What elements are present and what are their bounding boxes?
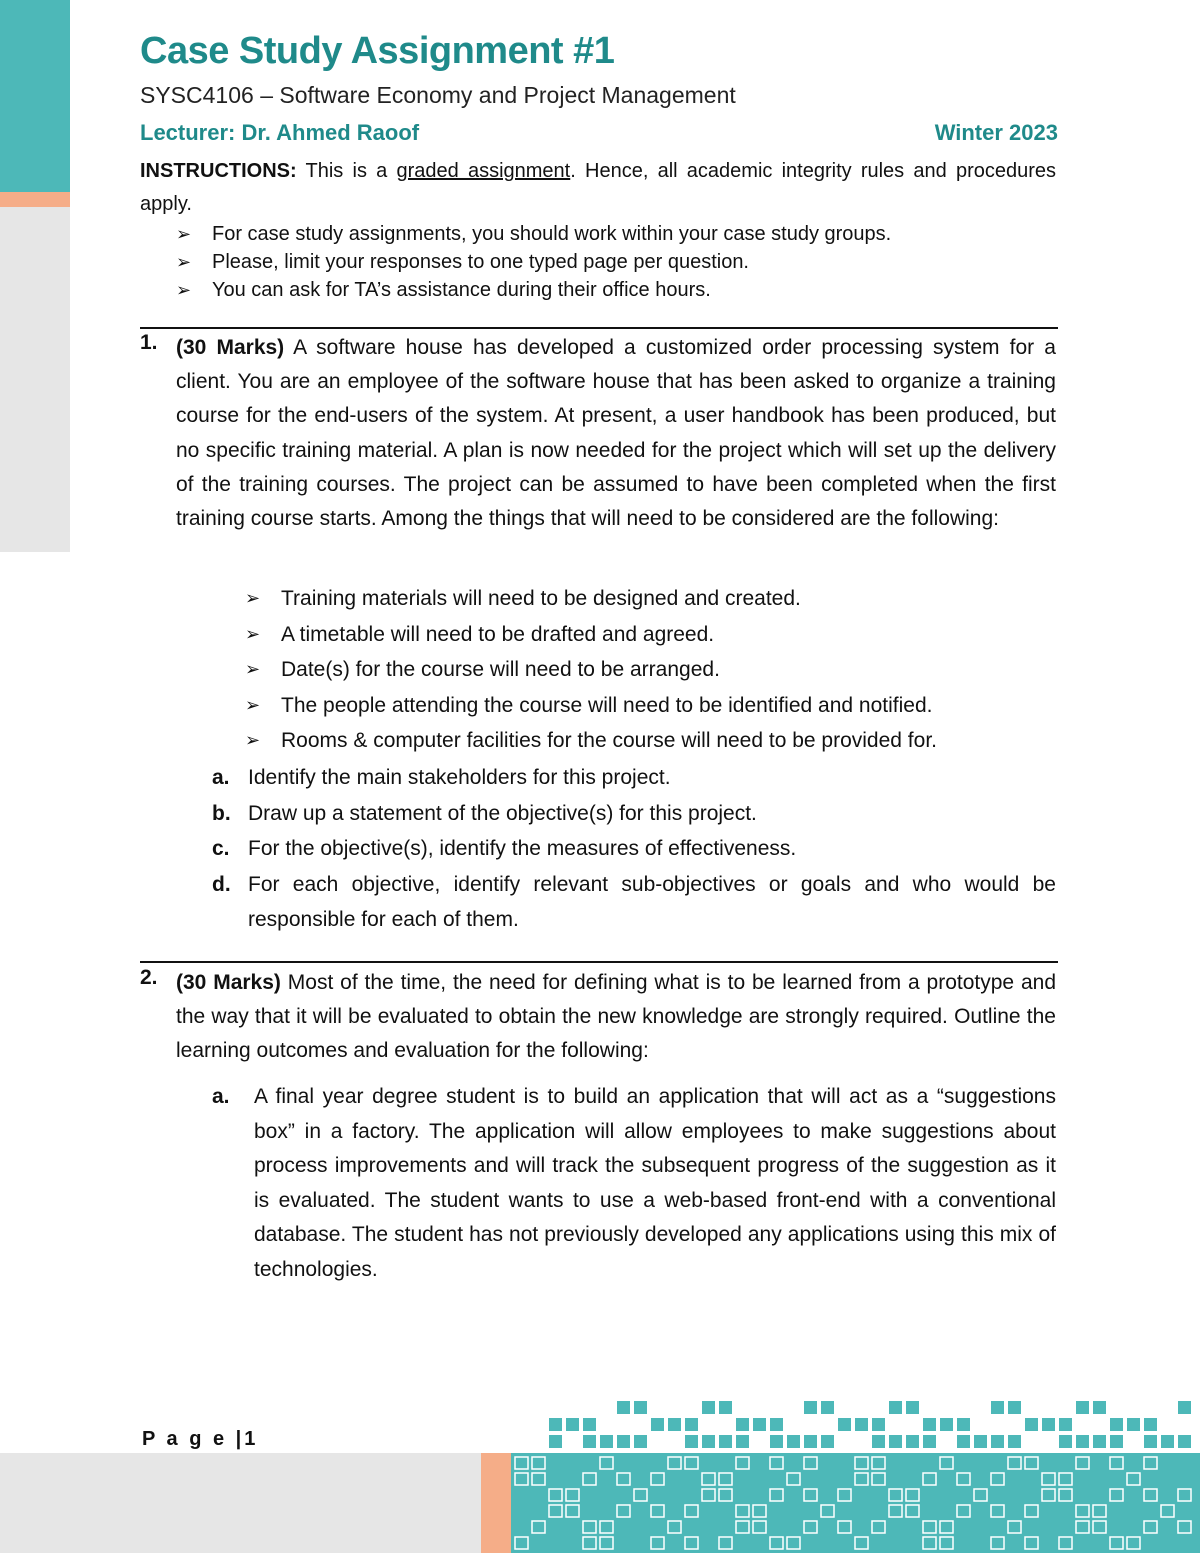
- list-item: ➢ Please, limit your responses to one typed page per question.: [176, 248, 1056, 276]
- list-item: ➢ A timetable will need to be drafted and agreed.: [245, 617, 1057, 653]
- list-item: ➢ For case study assignments, you should work within your case study groups.: [176, 220, 1056, 248]
- section-divider: [140, 327, 1058, 329]
- question-number: 1.: [140, 331, 158, 354]
- instructions-bullet-list: [176, 220, 1056, 304]
- bottom-peach-band: [481, 1453, 511, 1553]
- course-subtitle: SYSC4106 – Software Economy and Project Management: [140, 82, 736, 108]
- list-item: ➢ The people attending the course will need to be identified and notified.: [245, 688, 1057, 724]
- page-number: P a g e |1: [142, 1428, 259, 1450]
- pixel-grid-decoration: [511, 1395, 1200, 1553]
- left-grey-band: [0, 207, 70, 552]
- section-divider: [140, 961, 1058, 963]
- lecturer-name: Lecturer: Dr. Ahmed Raoof: [140, 120, 420, 145]
- question-marks: (30 Marks): [176, 336, 285, 359]
- question-number: 2.: [140, 966, 158, 989]
- instructions-underlined: graded assignment: [396, 160, 571, 182]
- list-item: d. For each objective, identify relevant sub-objectives or goals and who would be responsible for each of them.: [212, 872, 1056, 931]
- page-title: Case Study Assignment #1: [140, 30, 615, 72]
- instructions-paragraph: [140, 155, 1056, 221]
- left-peach-band: [0, 192, 70, 207]
- question-text: Most of the time, the need for defining what is to be learned from a prototype and the way that it will be evaluated to obtain the new knowledge are strongly required. Outline the learning outcomes and evaluation for the following:: [176, 971, 1057, 1063]
- question-1: [140, 331, 1056, 536]
- instructions-text-after: . Hence, all academic integrity rules and procedures apply.: [140, 160, 1057, 215]
- left-teal-band: [0, 0, 70, 192]
- question-2: [140, 966, 1056, 1069]
- instructions-label: INSTRUCTIONS:: [140, 160, 297, 182]
- instructions-text-before: This is a: [305, 160, 388, 182]
- question-1-parts: [212, 760, 1056, 938]
- question-marks: (30 Marks): [176, 971, 281, 994]
- list-item: ➢ Training materials will need to be designed and created.: [245, 581, 1057, 617]
- list-item: ➢ You can ask for TA’s assistance during their office hours.: [176, 276, 1056, 304]
- list-item: c. For the objective(s), identify the measures of effectiveness.: [212, 837, 797, 860]
- list-item: b. Draw up a statement of the objective(s) for this project.: [212, 801, 757, 825]
- list-item: a. A final year degree student is to build an application that will act as a “suggestions box” in a factory. The application will allow employees to make suggestions about process improvements and will track the subsequent progress of the suggestion as it is evaluated. The student wants to use a web-based front-end with a conventional database. The student has not previously developed any applications using this mix of technologies.: [212, 1085, 1056, 1281]
- list-item: a. Identify the main stakeholders for this project.: [212, 766, 671, 789]
- term-label: Winter 2023: [934, 120, 1058, 145]
- question-text: A software house has developed a customized order processing system for a client. You are an employee of the software house that has been asked to organize a training course for the end-users of the system. At present, a user handbook has been produced, but no specific training material. A plan is now needed for the project which will set up the delivery of the training courses. The project can be assumed to have been completed when the first training course starts. Among the things that will need to be considered are the following:: [176, 336, 1056, 531]
- list-item: ➢ Date(s) for the course will need to be arranged.: [245, 652, 1057, 688]
- question-2-parts: [212, 1080, 1056, 1287]
- bottom-grey-band: [0, 1453, 481, 1553]
- considerations-list: [245, 581, 1057, 759]
- list-item: ➢ Rooms & computer facilities for the course will need to be provided for.: [245, 723, 1057, 759]
